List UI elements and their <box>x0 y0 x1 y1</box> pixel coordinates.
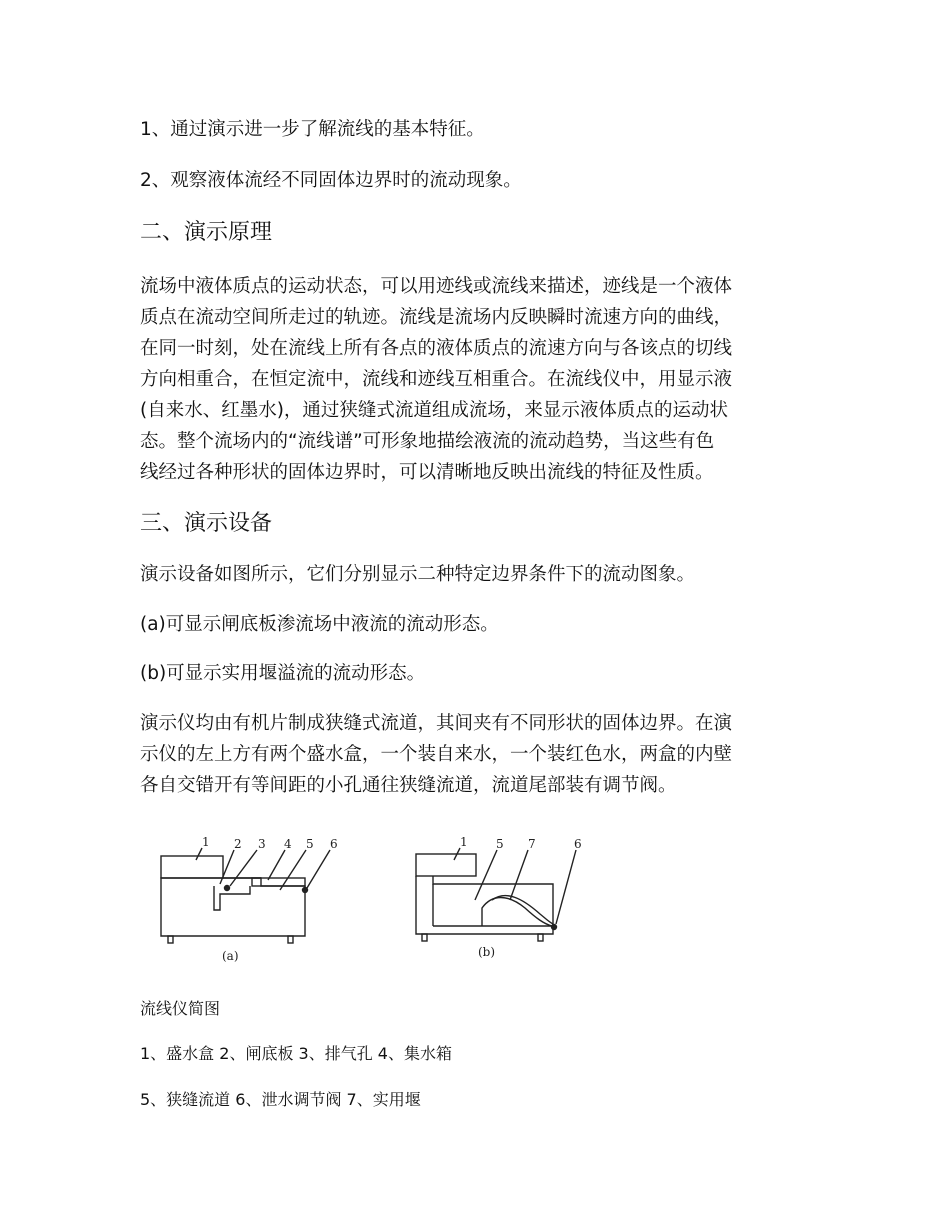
diagram-a-labels <box>202 835 338 963</box>
objective-1: 1、通过演示进一步了解流线的基本特征。 <box>140 119 485 140</box>
figure-legend-line-2: 5、狭缝流道 6、泄水调节阀 7、实用堰 <box>140 1090 421 1109</box>
paragraph-line: 线经过各种形状的固体边界时，可以清晰地反映出流线的特征及性质。 <box>140 462 714 483</box>
label: 4 <box>284 837 292 851</box>
equipment-item-a: (a)可显示闸底板渗流场中液流的流动形态。 <box>140 614 499 635</box>
paragraph-line: 各自交错开有等间距的小孔通往狭缝流道，流道尾部装有调节阀。 <box>140 775 677 796</box>
paragraph-line: 态。整个流场内的“流线谱”可形象地描绘液流的流动趋势，当这些有色 <box>140 431 715 452</box>
label: 5 <box>306 837 314 851</box>
figure-title: 流线仪简图 <box>140 999 221 1018</box>
paragraph-line: 方向相重合，在恒定流中，流线和迹线互相重合。在流线仪中，用显示液 <box>140 369 733 390</box>
paragraph-line: 流场中液体质点的运动状态，可以用迹线或流线来描述，迹线是一个液体 <box>140 276 733 297</box>
drain-valve-b <box>552 925 557 930</box>
flow-channel-a <box>161 878 305 936</box>
label: 6 <box>330 837 338 851</box>
paragraph-line: 质点在流动空间所走过的轨迹。流线是流场内反映瞬时流速方向的曲线， <box>140 307 733 328</box>
drain-valve-a <box>303 888 308 893</box>
collecting-box <box>252 878 305 886</box>
gate-base <box>214 886 250 910</box>
section-heading-equipment: 三、演示设备 <box>140 511 273 536</box>
vent-hole <box>225 886 230 891</box>
label: 1 <box>460 835 468 849</box>
paragraph-line: 示仪的左上方有两个盛水盒，一个装自来水，一个装红色水，两盒的内壁 <box>140 744 733 765</box>
section-heading-principle: 二、演示原理 <box>140 220 273 245</box>
label: 2 <box>234 837 242 851</box>
streamline-apparatus-diagram <box>140 828 600 968</box>
label: 3 <box>258 837 266 851</box>
paragraph-line: 在同一时刻，处在流线上所有各点的液体质点的流速方向与各该点的切线 <box>140 338 733 359</box>
equipment-paragraph <box>140 708 812 801</box>
figure-legend-line-1: 1、盛水盒 2、闸底板 3、排气孔 4、集水箱 <box>140 1044 452 1063</box>
diagram-a <box>161 848 330 943</box>
caption-a: (a) <box>222 949 239 963</box>
principle-paragraph <box>140 271 812 488</box>
equipment-intro: 演示设备如图所示，它们分别显示二种特定边界条件下的流动图象。 <box>140 564 696 585</box>
objective-2: 2、观察液体流经不同固体边界时的流动现象。 <box>140 170 522 191</box>
paragraph-line: (自来水、红墨水)，通过狭缝式流道组成流场，来显示液体质点的运动状 <box>140 400 728 421</box>
water-box-a <box>161 856 223 878</box>
paragraph-line: 演示仪均由有机片制成狭缝式流道，其间夹有不同形状的固体边界。在演 <box>140 713 733 734</box>
caption-b: (b) <box>478 945 496 959</box>
equipment-item-b: (b)可显示实用堰溢流的流动形态。 <box>140 663 426 684</box>
label: 6 <box>574 837 582 851</box>
practical-weir <box>482 898 552 927</box>
label: 1 <box>202 835 210 849</box>
label: 7 <box>528 837 536 851</box>
water-box-b <box>416 854 476 876</box>
label: 5 <box>496 837 504 851</box>
diagram-b <box>416 848 576 941</box>
